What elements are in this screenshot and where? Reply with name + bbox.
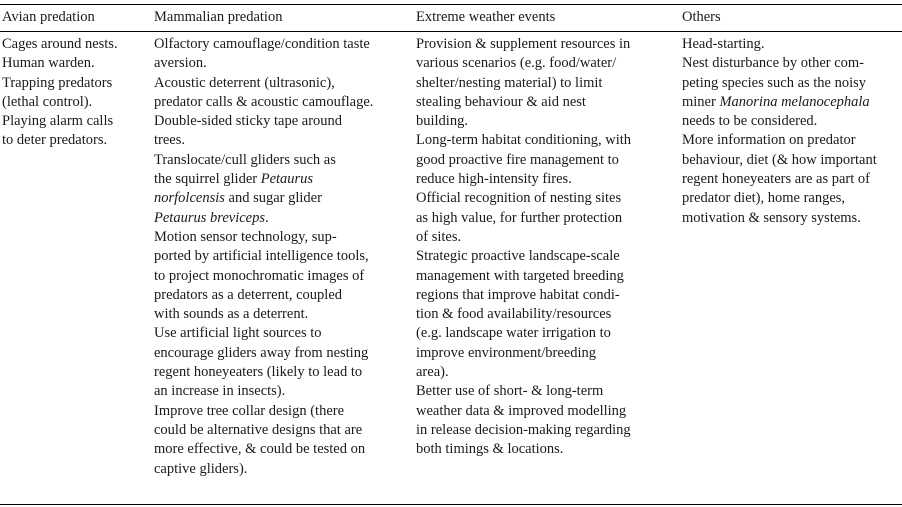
- cell-line: shelter/nesting material) to limit: [416, 74, 603, 91]
- cell-line: stealing behaviour & aid nest: [416, 93, 586, 110]
- cell-line: miner Manorina melanocephala: [682, 93, 870, 110]
- cell-line: to project monochromatic images of: [154, 267, 365, 284]
- table-top-rule: [0, 4, 902, 5]
- cell-line: peting species such as the noisy: [682, 74, 867, 91]
- cell-line: aversion.: [154, 55, 207, 72]
- cell-line: reduce high-intensity fires.: [416, 171, 572, 188]
- header-mammalian-predation: Mammalian predation: [154, 9, 283, 25]
- cell-line: ported by artificial intelligence tools,: [154, 248, 369, 265]
- cell-line: motivation & sensory systems.: [682, 209, 861, 226]
- cell-line: Translocate/cull gliders such as: [154, 151, 336, 168]
- cell-line: Motion sensor technology, sup-: [154, 228, 337, 245]
- species-name: Manorina melanocephala: [719, 93, 870, 110]
- cell-line: Official recognition of nesting sites: [416, 190, 622, 207]
- cell-line: predators as a deterrent, coupled: [154, 286, 343, 303]
- header-others: Others: [682, 9, 721, 25]
- cell-line: Better use of short- & long-term: [416, 383, 604, 400]
- header-extreme-weather-events: Extreme weather events: [416, 9, 556, 25]
- cell-line: Double-sided sticky tape around: [154, 113, 343, 130]
- cell-line: Long-term habitat conditioning, with: [416, 132, 632, 149]
- cell-line: Petaurus breviceps.: [154, 209, 269, 226]
- cell-line: management with targeted breeding: [416, 267, 624, 284]
- column-others: [682, 35, 902, 228]
- cell-line: good proactive fire management to: [416, 151, 619, 168]
- cell-line: with sounds as a deterrent.: [154, 306, 309, 323]
- cell-line: building.: [416, 113, 468, 130]
- cell-line: Provision & supplement resources in: [416, 36, 631, 52]
- cell-line: Nest disturbance by other com-: [682, 55, 865, 72]
- table-header-rule: [0, 31, 902, 32]
- cell-line: regent honeyeaters (likely to lead to: [154, 364, 363, 381]
- cell-line: Use artificial light sources to: [154, 325, 322, 342]
- cell-line: Head-starting.: [682, 36, 765, 52]
- cell-line: could be alternative designs that are: [154, 421, 363, 438]
- cell-line: Acoustic deterrent (ultrasonic),: [154, 74, 335, 91]
- species-name: Petaurus: [260, 171, 314, 188]
- cell-line: Playing alarm calls: [2, 113, 114, 130]
- cell-line: more effective, & could be tested on: [154, 441, 366, 458]
- cell-line: (lethal control).: [2, 93, 93, 110]
- cell-line: tion & food availability/resources: [416, 306, 612, 323]
- cell-line: Strategic proactive landscape-scale: [416, 248, 620, 265]
- cell-line: behaviour, diet (& how important: [682, 151, 877, 168]
- species-name: norfolcensis: [154, 190, 225, 207]
- cell-line: both timings & locations.: [416, 441, 564, 458]
- column-mammalian-predation: [154, 35, 410, 479]
- cell-line: an increase in insects).: [154, 383, 286, 400]
- cell-line: Olfactory camouflage/condition taste: [154, 36, 370, 52]
- cell-line: various scenarios (e.g. food/water/: [416, 55, 617, 72]
- cell-line: captive gliders).: [154, 460, 248, 477]
- cell-line: More information on predator: [682, 132, 856, 149]
- cell-line: weather data & improved modelling: [416, 402, 627, 419]
- cell-line: regions that improve habitat condi-: [416, 286, 620, 303]
- cell-line: area).: [416, 364, 449, 381]
- cell-line: Improve tree collar design (there: [154, 402, 345, 419]
- cell-line: improve environment/breeding: [416, 344, 596, 361]
- header-avian-predation: Avian predation: [2, 9, 95, 25]
- cell-line: predator calls & acoustic camouflage.: [154, 93, 374, 110]
- cell-line: needs to be considered.: [682, 113, 818, 130]
- cell-line: to deter predators.: [2, 132, 108, 149]
- column-avian-predation: [2, 35, 150, 151]
- cell-line: Cages around nests.: [2, 36, 118, 52]
- species-name: Petaurus breviceps: [154, 209, 266, 226]
- cell-line: norfolcensis and sugar glider: [154, 190, 322, 207]
- cell-line: of sites.: [416, 228, 462, 245]
- cell-line: the squirrel glider Petaurus: [154, 171, 314, 188]
- cell-line: Trapping predators: [2, 74, 113, 91]
- cell-line: encourage gliders away from nesting: [154, 344, 369, 361]
- cell-line: as high value, for further protection: [416, 209, 623, 226]
- cell-line: Human warden.: [2, 55, 95, 72]
- column-extreme-weather-events: [416, 35, 676, 460]
- cell-line: in release decision-making regarding: [416, 421, 631, 438]
- table-bottom-rule: [0, 504, 902, 505]
- cell-line: regent honeyeaters are as part of: [682, 171, 870, 188]
- cell-line: trees.: [154, 132, 185, 149]
- cell-line: (e.g. landscape water irrigation to: [416, 325, 611, 342]
- cell-line: predator diet), home ranges,: [682, 190, 846, 207]
